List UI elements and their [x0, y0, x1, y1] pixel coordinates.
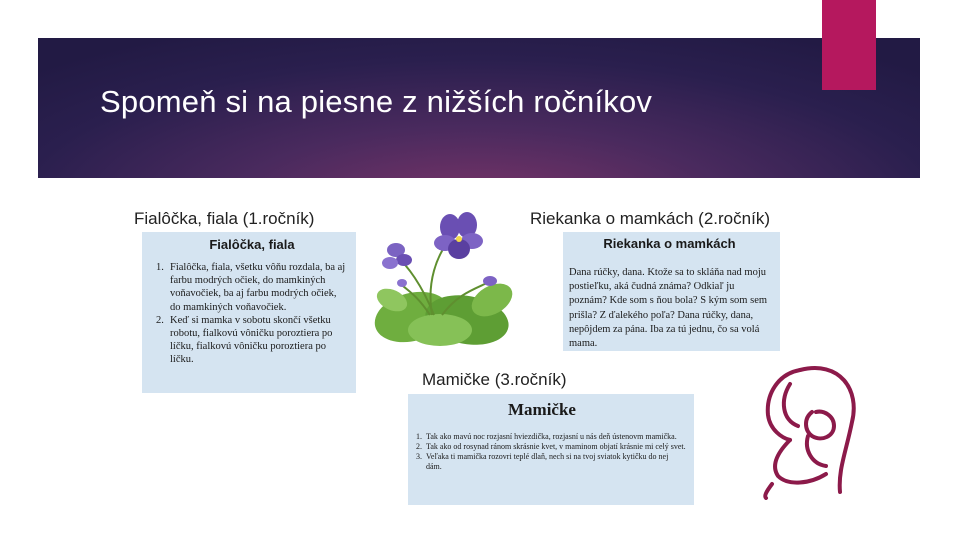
- accent-bar: [822, 0, 876, 90]
- song3-lyrics-box: [408, 394, 694, 505]
- mother-child-logo: [760, 360, 860, 500]
- verse: 2. Keď si mamka v sobotu skončí všetku robotu, fialkovú vôničku poroztiera po líčku, fialkovú vôničku poroztiera po líčku.: [156, 314, 333, 366]
- verse: 2. Tak ako od rosynad ránom skrásnie kvet, v maminom objatí krásnie mi celý svet.: [416, 442, 686, 451]
- song2-caption: Riekanka o mamkách (2.ročník): [530, 209, 770, 228]
- verse: 1. Fialôčka, fiala, všetku vôňu rozdala, ba aj farbu modrých očiek, do mamkiných voňavočiek, ba aj farbu modrých očiek, do mamkiných voňavočiek.: [156, 262, 346, 313]
- logo-strokes: [765, 368, 853, 498]
- song3-verses: [416, 432, 686, 472]
- song1-caption: Fialôčka, fiala (1.ročník): [134, 209, 315, 228]
- song3-box-title: Mamičke: [508, 400, 576, 419]
- leaves: [372, 277, 518, 351]
- song2-lyrics-box: [563, 232, 780, 351]
- song2-text: Dana rúčky, dana. Ktože sa to skláňa nad moju postieľku, aká čudná známa? Odkiaľ ju poznám? Kde som s ňou bola? S kým som sem prišla? Z ďalekého poľa? Dana rúčky, dana, nepôjdem za pána. Iba za tú jednu, čo sa volá mama.: [569, 267, 768, 350]
- verse: 3. Veľaka ti mamička rozovri teplé dlaň, nech si na tvoj sviatok kytičku do nej dám.: [416, 452, 669, 471]
- flower-small: [382, 243, 412, 269]
- violet-flower-illustration: [372, 205, 520, 353]
- song2-box-title: Riekanka o mamkách: [603, 236, 736, 251]
- song1-box-title: Fialôčka, fiala: [209, 237, 295, 252]
- song1-verses: [156, 261, 348, 367]
- song1-lyrics-box: [142, 232, 356, 393]
- slide-title: Spomeň si na piesne z nižších ročníkov: [100, 84, 653, 119]
- verse: 1. Tak ako mavú noc rozjasní hviezdička, rozjasní u nás deň ústenovm mamička.: [416, 432, 677, 441]
- song3-caption: Mamičke (3.ročník): [422, 370, 567, 389]
